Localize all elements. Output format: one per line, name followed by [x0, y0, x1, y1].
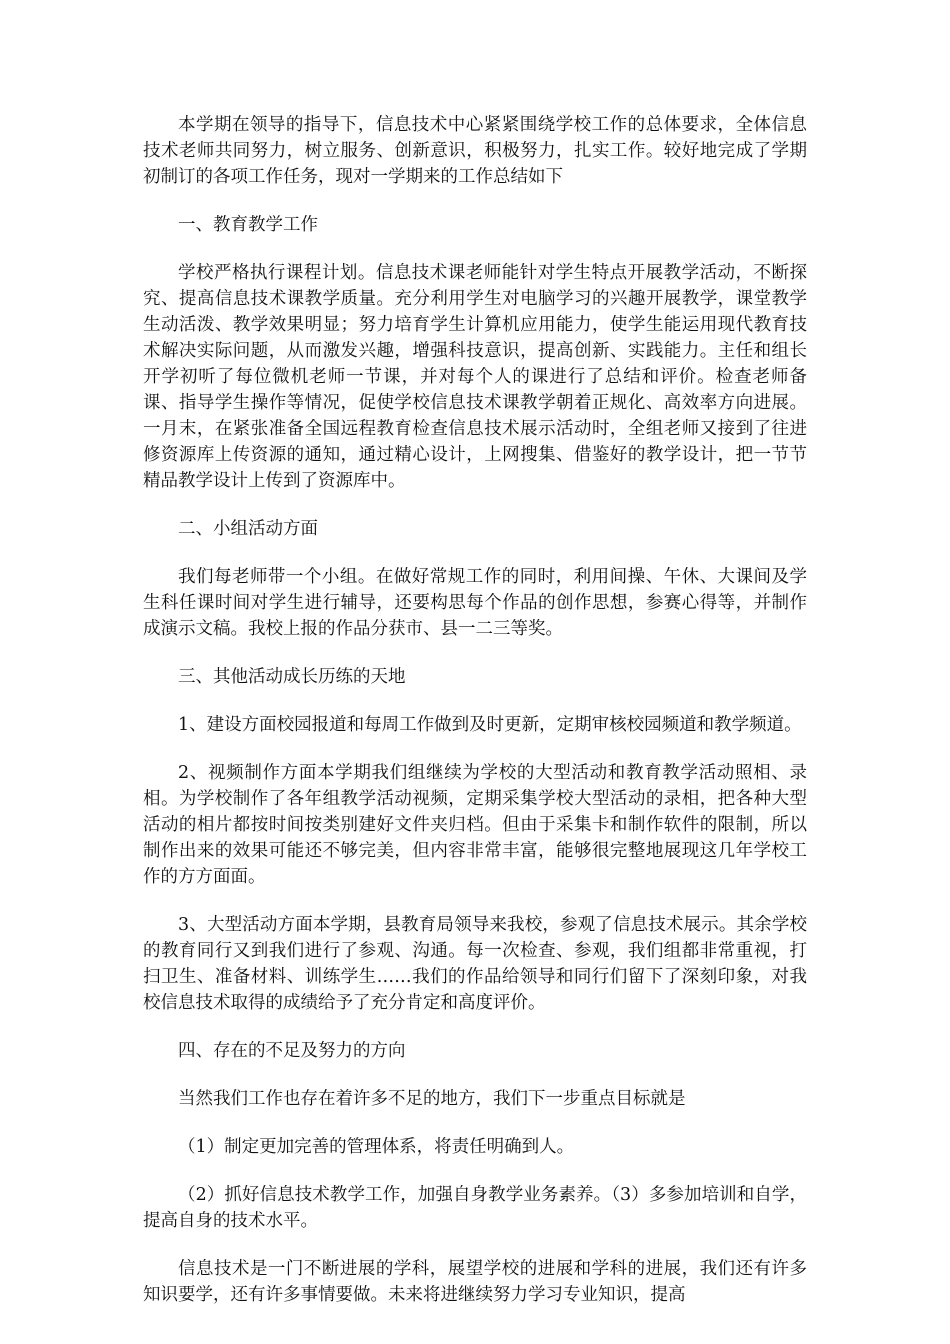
document-body	[143, 112, 807, 1330]
intro-paragraph: 本学期在领导的指导下，信息技术中心紧紧围绕学校工作的总体要求，全体信息技术老师共同努力，树立服务、创新意识，积极努力，扎实工作。较好地完成了学期初制订的各项工作任务，现对一学期来的工作总结如下	[143, 115, 807, 187]
section-2-paragraph: 我们每老师带一个小组。在做好常规工作的同时，利用间操、午休、大课间及学生科任课时间对学生进行辅导，还要构思每个作品的创作思想，参赛心得等，并制作成演示文稿。我校上报的作品分获市、县一二三等奖。	[143, 567, 807, 639]
section-2-heading: 二、小组活动方面	[178, 519, 318, 539]
section-3-item-3: 3、大型活动方面本学期，县教育局领导来我校，参观了信息技术展示。其余学校的教育同行又到我们进行了参观、沟通。每一次检查、参观，我们组都非常重视，打扫卫生、准备材料、训练学生……我们的作品给领导和同行们留下了深刻印象，对我校信息技术取得的成绩给予了充分肯定和高度评价。	[143, 915, 807, 1013]
closing-paragraph: 信息技术是一门不断进展的学科，展望学校的进展和学科的进展，我们还有许多知识要学，还有许多事情要做。未来将进继续努力学习专业知识，提高	[143, 1259, 807, 1305]
section-4-paragraph: 当然我们工作也存在着许多不足的地方，我们下一步重点目标就是	[178, 1089, 686, 1109]
section-3-item-1: 1、建设方面校园报道和每周工作做到及时更新，定期审核校园频道和教学频道。	[178, 715, 802, 735]
section-1-heading: 一、教育教学工作	[178, 215, 318, 235]
section-3-heading: 三、其他活动成长历练的天地	[178, 667, 406, 687]
section-3-item-2: 2、视频制作方面本学期我们组继续为学校的大型活动和教育教学活动照相、录相。为学校制作了各年组教学活动视频，定期采集学校大型活动的录相，把各种大型活动的相片都按时间按类别建好文件夹归档。但由于采集卡和制作软件的限制，所以制作出来的效果可能还不够完美，但内容非常丰富，能够很完整地展现这几年学校工作的方方面面。	[143, 763, 807, 887]
section-4-item-2: （2）抓好信息技术教学工作，加强自身教学业务素养。（3）多参加培训和自学，提高自身的技术水平。	[143, 1185, 807, 1231]
section-4-item-1: （1）制定更加完善的管理体系，将责任明确到人。	[178, 1137, 575, 1157]
section-4-heading: 四、存在的不足及努力的方向	[178, 1041, 406, 1061]
section-1-paragraph: 学校严格执行课程计划。信息技术课老师能针对学生特点开展教学活动，不断探究、提高信息技术课教学质量。充分利用学生对电脑学习的兴趣开展教学，课堂教学生动活泼、教学效果明显；努力培育学生计算机应用能力，使学生能运用现代教育技术解决实际问题，从而激发兴趣，增强科技意识，提高创新、实践能力。主任和组长开学初听了每位微机老师一节课，并对每个人的课进行了总结和评价。检查老师备课、指导学生操作等情况，促使学校信息技术课教学朝着正规化、高效率方向进展。一月末，在紧张准备全国远程教育检查信息技术展示活动时，全组老师又接到了往进修资源库上传资源的通知，通过精心设计，上网搜集、借鉴好的教学设计，把一节节精品教学设计上传到了资源库中。	[143, 263, 807, 491]
